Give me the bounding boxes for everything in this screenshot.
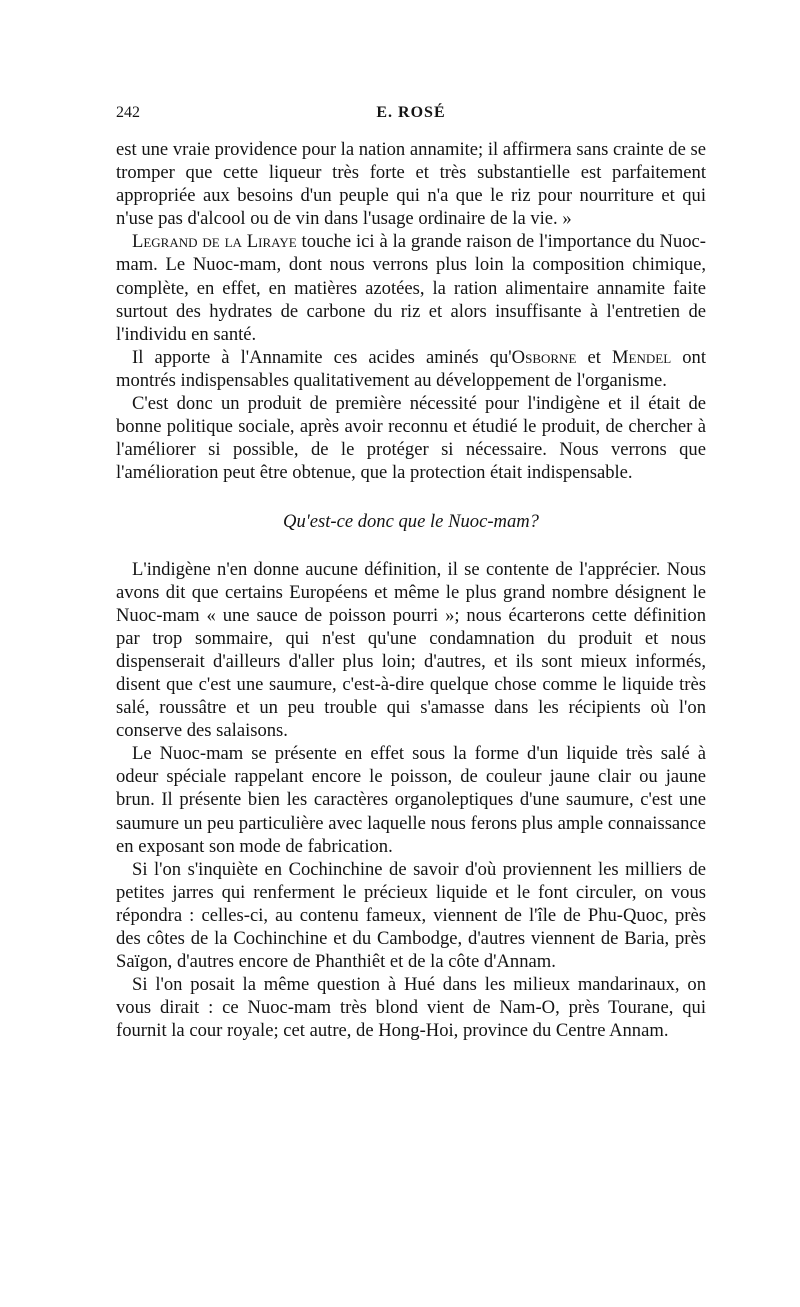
paragraph-5: L'indigène n'en donne aucune définition, il se contente de l'apprécier. Nous avons dit que certains Européens et même le plus grand nombre désignent le Nuoc-mam « une sauce de poisson pourri »; nous écarterons cette définition par trop sommaire, qui n'est qu'une condamnation du produit et nous dispenserait d'ailleurs d'aller plus loin; d'autres, et ils sont mieux informés, disent que c'est une saumure, c'est-à-dire quelque chose comme le liquide très salé, roussâtre et un peu trouble qui s'amasse dans les récipients où l'on conserve des salaisons.: [116, 558, 706, 742]
paragraph-3: [116, 346, 706, 392]
paragraph-6: Le Nuoc-mam se présente en effet sous la forme d'un liquide très salé à odeur spéciale rappelant encore le poisson, de couleur jaune clair ou jaune brun. Il présente bien les caractères organoleptiques d'une saumure, c'est une saumure un peu particulière avec laquelle nous ferons plus ample connaissance en exposant son mode de fabrication.: [116, 743, 706, 857]
paragraph-3-start: Il apporte à l'Annamite ces acides aminés qu': [132, 346, 512, 368]
paragraph-3-end: ont montrés indispensables qualitativement au développement de l'organisme.: [116, 346, 706, 391]
author-name: Legrand de la Liraye: [132, 231, 297, 253]
paragraph-2-text: touche ici à la grande raison de l'importance du Nuoc-mam. Le Nuoc-mam, dont nous verrons plus loin la composition chimique, complète, en effet, en matières azotées, la ration alimentaire annamite faite surtout des hydrates de carbone du riz et alors insuffisante à l'entretien de l'individu en santé.: [116, 231, 707, 345]
author-name-osborne: Osborne: [511, 346, 577, 368]
paragraph-3-mid: et: [576, 346, 612, 368]
page-number: 242: [116, 104, 140, 121]
author-name-mendel: Mendel: [612, 346, 672, 368]
paragraph-7: Si l'on s'inquiète en Cochinchine de savoir d'où proviennent les milliers de petites jarres qui renferment le précieux liquide et le font circuler, on vous répondra : celles-ci, au contenu fameux, viennent de l'île de Phu-Quoc, près des côtes de la Cochinchine et du Cambodge, d'autres viennent de Baria, près Saïgon, d'autres encore de Phanthiêt et de la côte d'Annam.: [116, 858, 706, 973]
page-header: [116, 104, 706, 128]
paragraph-2: [116, 230, 706, 345]
body-text: [116, 138, 706, 1042]
book-page: [116, 0, 706, 1307]
paragraph-1: est une vraie providence pour la nation annamite; il affirmera sans crainte de se tromper que cette liqueur très forte et très substantielle est parfaitement appropriée aux besoins d'un peuple qui n'a que le riz pour nourriture et qui n'use pas d'alcool ou de vin dans l'usage ordinaire de la vie. »: [116, 139, 706, 230]
section-heading: Qu'est-ce donc que le Nuoc-mam?: [283, 511, 539, 533]
paragraph-4: C'est donc un produit de première nécessité pour l'indigène et il était de bonne politique sociale, après avoir reconnu et étudié le produit, de chercher à l'améliorer si possible, de le protéger si nécessaire. Nous verrons que l'amélioration peut être obtenue, que la protection était indispensable.: [116, 393, 706, 484]
paragraph-8: Si l'on posait la même question à Hué dans les milieux mandarinaux, on vous dirait : ce Nuoc-mam très blond vient de Nam-O, près Tourane, qui fournit la cour royale; cet autre, de Hong-Hoi, province du Centre Annam.: [116, 974, 706, 1042]
running-head: E. ROSÉ: [376, 104, 446, 121]
